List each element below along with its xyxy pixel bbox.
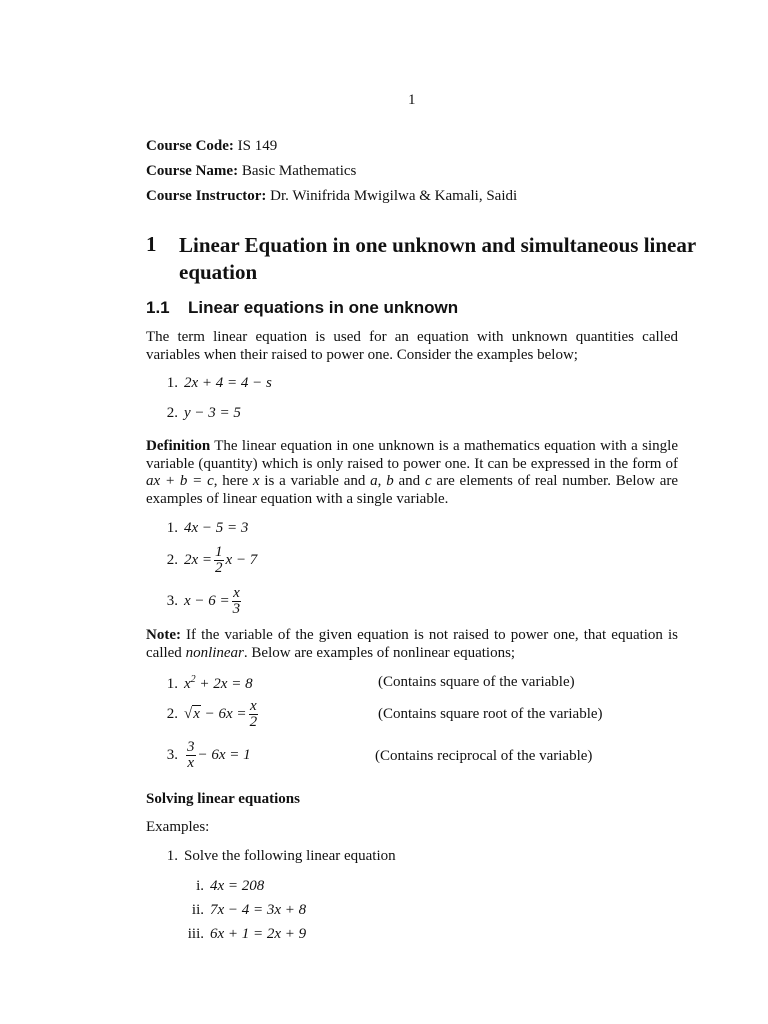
course-code-label: Course Code: (146, 138, 234, 154)
note-term: nonlinear (185, 644, 244, 661)
equation-base: x (184, 676, 191, 692)
list-number: 2. (166, 551, 178, 568)
list-item (160, 375, 272, 392)
denominator: 2 (215, 560, 223, 576)
definition-label: Definition (146, 438, 211, 454)
fraction (249, 699, 259, 730)
list-number: 2. (166, 705, 178, 722)
definition-text: are elements of real number. Below are examples of linear equation with a single variable. (146, 473, 679, 507)
numerator: 1 (215, 544, 223, 560)
nonlinear-comment: (Contains square of the variable) (378, 674, 575, 690)
equation-lhs: 2x = (184, 551, 213, 568)
list-number: 3. (166, 592, 178, 609)
variable-x: x (252, 473, 260, 489)
variable-c: c (424, 473, 432, 489)
list-number: 3. (166, 746, 178, 763)
definition-text: and (393, 473, 425, 489)
list-item (160, 740, 251, 771)
page-number: 1 (408, 92, 416, 108)
list-item (160, 405, 241, 422)
equation-rest: + 2x = 8 (195, 676, 253, 692)
sqrt-icon: √ (184, 705, 193, 722)
sub-list-item (176, 902, 306, 919)
nonlinear-comment: (Contains square root of the variable) (378, 706, 603, 722)
denominator: 3 (232, 601, 241, 617)
equation: y − 3 = 5 (184, 405, 241, 421)
equation-lhs: x − 6 = (184, 592, 230, 609)
list-number: iii. (187, 926, 204, 942)
list-item (160, 699, 260, 730)
note-text: . Below are examples of nonlinear equations; (243, 644, 516, 661)
course-instructor-value: Dr. Winifrida Mwigilwa & Kamali, Saidi (270, 188, 518, 204)
nonlinear-comment: (Contains reciprocal of the variable) (375, 748, 593, 764)
numerator: x (249, 698, 257, 714)
definition-paragraph (146, 438, 678, 508)
course-name-label: Course Name: (146, 163, 239, 179)
fraction (186, 740, 196, 771)
list-number: 1. (166, 375, 178, 391)
course-code-value: IS 149 (237, 138, 278, 154)
fraction (232, 586, 242, 617)
equation: 2x + 4 = 4 − s (184, 375, 272, 391)
list-number: 1. (166, 848, 178, 864)
numerator: x (233, 585, 240, 601)
task-text: Solve the following linear equation (184, 848, 396, 864)
definition-form: ax + b = c (146, 473, 214, 489)
course-instructor-label: Course Instructor: (146, 188, 267, 204)
sqrt-argument: x (193, 705, 200, 722)
course-instructor (146, 188, 517, 205)
variable-a: a (370, 473, 378, 489)
note-text: If the variable of the given equation is not raised to power one, that equation is called (146, 627, 678, 661)
intro-paragraph: The term linear equation is used for an equation with unknown quantities called variables when their raised to power one. Consider the examples below; (146, 329, 678, 363)
list-item (160, 674, 253, 693)
equation: 7x − 4 = 3x + 8 (210, 902, 307, 918)
equation-mid: − 6x = (200, 705, 247, 722)
denominator: x (187, 755, 195, 771)
list-item (160, 848, 396, 865)
sub-list-item (176, 926, 306, 943)
equation-rest: − 6x = 1 (197, 746, 251, 763)
denominator: 2 (249, 714, 258, 730)
sub-list-item (176, 878, 264, 895)
fraction (214, 545, 224, 576)
subsection-number: 1.1 (146, 298, 170, 317)
section-title: Linear Equation in one unknown and simultaneous linear equation (179, 233, 696, 284)
list-number: ii. (191, 902, 204, 918)
solving-heading: Solving linear equations (146, 791, 300, 807)
list-number: 2. (166, 405, 178, 421)
list-number: 1. (166, 676, 178, 692)
list-item (160, 520, 248, 537)
section-number: 1 (146, 232, 157, 256)
list-number: 1. (166, 520, 178, 536)
definition-text: , here (213, 473, 253, 489)
numerator: 3 (187, 739, 195, 755)
note-paragraph (146, 627, 678, 662)
subsection-title: Linear equations in one unknown (188, 298, 459, 317)
note-label: Note: (146, 627, 181, 643)
definition-text: The linear equation in one unknown is a mathematics equation with a single variable (quantity) which is only raised to power one. It can be expressed in the form of (146, 438, 678, 472)
course-code (146, 138, 277, 155)
exponent: 2 (190, 674, 196, 685)
list-item (160, 545, 257, 576)
equation: 6x + 1 = 2x + 9 (210, 926, 307, 942)
equation-rhs: x − 7 (225, 551, 258, 568)
list-item (160, 586, 243, 617)
definition-text: , (377, 473, 387, 489)
examples-label: Examples: (146, 819, 210, 835)
equation: 4x − 5 = 3 (184, 520, 249, 536)
course-name-value: Basic Mathematics (241, 163, 357, 179)
definition-text: is a variable and (259, 473, 371, 489)
variable-b: b (386, 473, 394, 489)
list-number: i. (196, 878, 204, 894)
equation: 4x = 208 (210, 878, 265, 894)
course-name (146, 163, 356, 180)
